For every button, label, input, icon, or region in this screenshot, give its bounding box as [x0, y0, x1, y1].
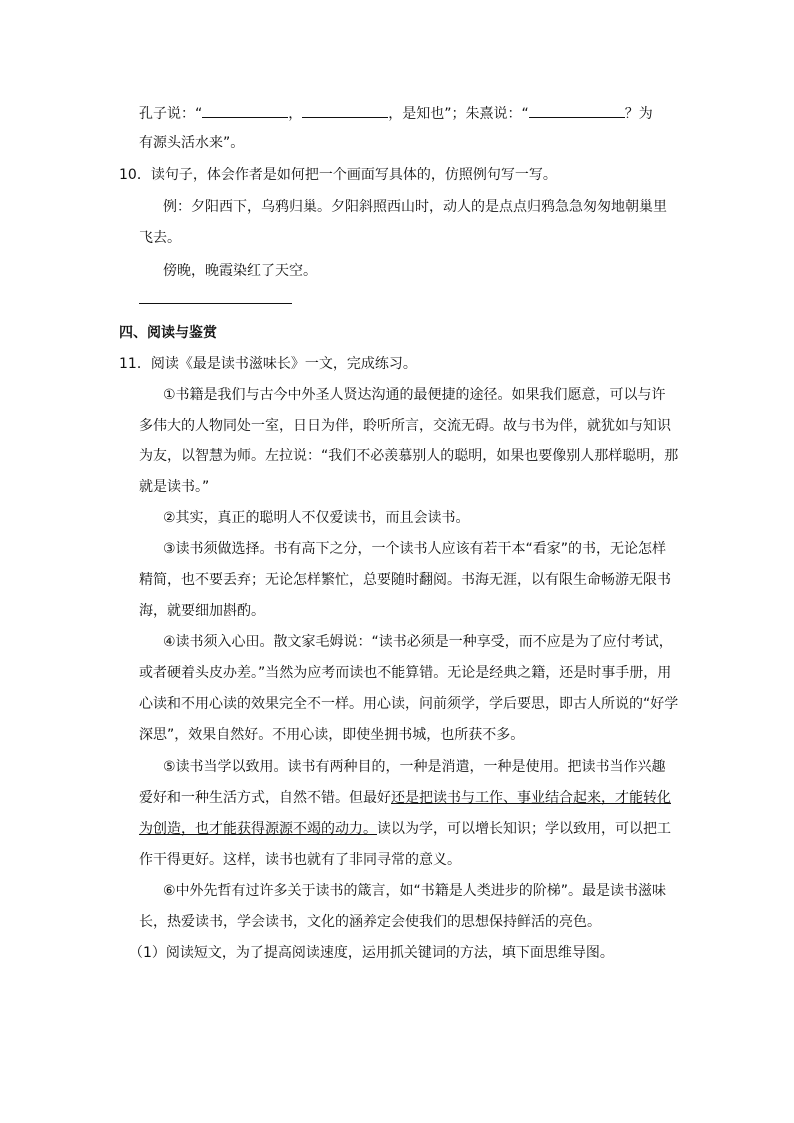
q11-p5-underlined-sentence-part-2: 为创造，也才能获得源源不竭的动力。 — [139, 821, 377, 837]
q9-line-2: 有源头活水来”。 — [139, 135, 245, 151]
q10-stem: 10．读句子，体会作者是如何把一个画面写具体的，仿照例句写一写。 — [119, 167, 557, 183]
q11-p5-line-3 — [139, 819, 671, 839]
q11-p5-line-2-plain: 爱好和一种生活方式，自然不错。但最好 — [139, 790, 391, 806]
q10-prompt: 傍晚，晚霞染红了天空。 — [163, 263, 317, 279]
q11-p1-line-1: ①书籍是我们与古今中外圣人贤达沟通的最便捷的途径。如果我们愿意，可以与许 — [163, 387, 666, 403]
q11-p3-line-1: ③读书须做选择。书有高下之分，一个读书人应该有若干本“看家”的书，无论怎样 — [163, 541, 667, 557]
q11-p5-line-1: ⑤读书当学以致用。读书有两种目的，一种是消遣，一种是使用。把读书当作兴趣 — [163, 759, 666, 775]
q11-p5-line-2 — [139, 788, 671, 808]
q11-stem: 11．阅读《最是读书滋味长》一文，完成练习。 — [119, 356, 417, 372]
q11-p1-line-3: 为友，以智慧为师。左拉说：“我们不必羡慕别人的聪明，如果也要像别人那样聪明，那 — [139, 448, 679, 464]
q11-p5-line-3-plain: 读以为学，可以增长知识；学以致用，可以把工 — [377, 821, 671, 837]
q11-p5-underlined-sentence-part-1: 还是把读书与工作、事业结合起来，才能转化 — [391, 790, 671, 806]
q9-wei-text: ？为 — [624, 106, 653, 122]
q9-comma: ， — [288, 106, 303, 122]
q9-zhizhi-text: ，是知也”；朱熹说：“ — [388, 106, 529, 122]
q11-p3-line-2: 精简，也不要丢弃；无论怎样繁忙，总要随时翻阅。书海无涯，以有限生命畅游无限书 — [139, 572, 671, 588]
q10-example-line-1: 例：夕阳西下，乌鸦归巢。夕阳斜照西山时，动人的是点点归鸦急急匆匆地朝巢里 — [163, 199, 667, 215]
q11-p2: ②其实，真正的聪明人不仅爱读书，而且会读书。 — [163, 510, 470, 526]
q9-blank-3[interactable] — [529, 102, 625, 118]
q11-p5-line-4: 作干得更好。这样，读书也就有了非同寻常的意义。 — [139, 852, 461, 868]
q11-p6-line-1: ⑥中外先哲有过许多关于读书的箴言，如“书籍是人类进步的阶梯”。最是读书滋味 — [163, 883, 667, 899]
q11-p4-line-1: ④读书须入心田。散文家毛姆说：“读书必须是一种享受，而不应是为了应付考试， — [163, 634, 673, 650]
q11-p4-line-3: 心读和不用心读的效果完全不一样。用心读，问前须学，学后要思，即古人所说的“好学 — [139, 696, 679, 712]
q11-p4-line-4: 深思”，效果自然好。不用心读，即使坐拥书城，也所获不多。 — [139, 727, 525, 743]
q11-p1-line-2: 多伟大的人物同处一室，日日为伴，聆听所言，交流无碍。故与书为伴，就犹如与知识 — [139, 418, 671, 434]
q11-p4-line-2: 或者硬着头皮办差。”当然为应考而读也不能算错。无论是经典之籍，还是时事手册，用 — [139, 665, 672, 681]
q9-blank-1[interactable] — [202, 102, 288, 118]
q10-answer-line[interactable] — [139, 303, 292, 304]
q9-line-1 — [139, 102, 653, 124]
q11-p3-line-3: 海，就要细加斟酌。 — [139, 603, 265, 619]
q9-blank-2[interactable] — [302, 102, 388, 118]
q9-kongzi-text: 孔子说：“ — [139, 106, 203, 122]
section-4-title: 四、阅读与鉴赏 — [119, 325, 217, 341]
q11-p1-line-4: 就是读书。” — [139, 479, 210, 495]
q11-p6-line-2: 长，热爱读书，学会读书，文化的涵养定会使我们的思想保持鲜活的亮色。 — [139, 914, 601, 930]
q10-example-line-2: 飞去。 — [139, 230, 181, 246]
q11-sub-question-1: （1）阅读短文，为了提高阅读速度，运用抓关键词的方法，填下面思维导图。 — [129, 945, 614, 961]
